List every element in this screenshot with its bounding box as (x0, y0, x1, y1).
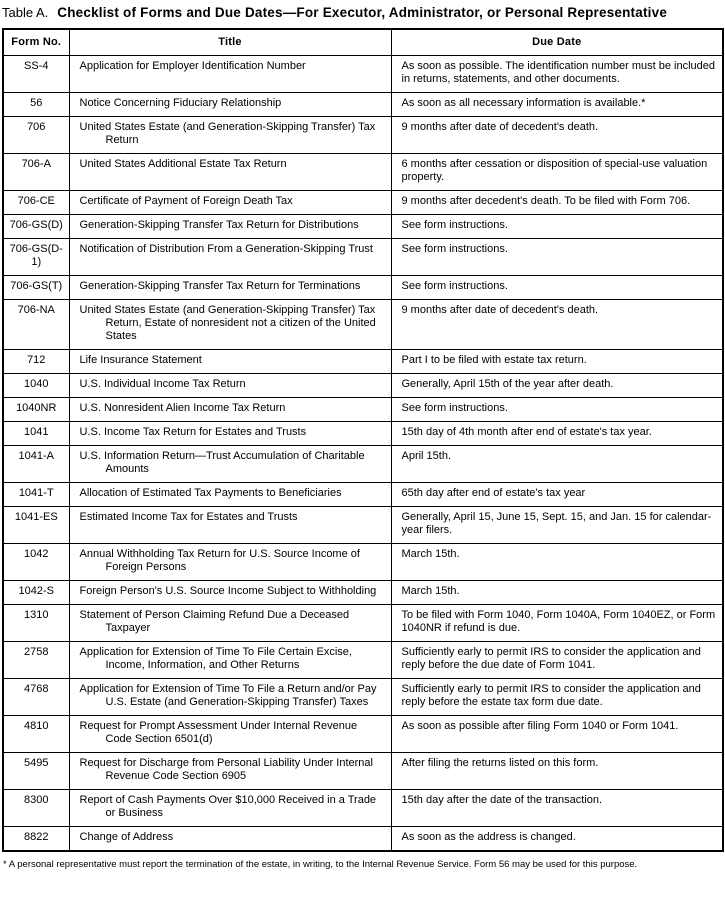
table-row (3, 374, 723, 398)
title-cell: Change of Address (69, 827, 391, 852)
due-date-cell: March 15th. (391, 581, 723, 605)
form-no-cell: 2758 (3, 642, 69, 679)
due-date-cell: 9 months after decedent's death. To be filed with Form 706. (391, 191, 723, 215)
table-row (3, 483, 723, 507)
due-date-cell: 9 months after date of decedent's death. (391, 117, 723, 154)
footnote: * A personal representative must report the termination of the estate, in writing, to the Internal Revenue Service. Form 56 may be used for this purpose. (3, 859, 638, 870)
form-no-cell: 4768 (3, 679, 69, 716)
title-cell: United States Estate (and Generation-Skipping Transfer) Tax Return, Estate of nonresident not a citizen of the United States (69, 300, 391, 350)
table-row (3, 276, 723, 300)
table-row (3, 117, 723, 154)
form-no-cell: 8300 (3, 790, 69, 827)
form-no-cell: 1041-ES (3, 507, 69, 544)
table-row (3, 56, 723, 93)
form-no-cell: 706 (3, 117, 69, 154)
due-date-cell: See form instructions. (391, 239, 723, 276)
title-cell: U.S. Income Tax Return for Estates and Trusts (69, 422, 391, 446)
title-cell: Notice Concerning Fiduciary Relationship (69, 93, 391, 117)
due-date-cell: As soon as all necessary information is available.* (391, 93, 723, 117)
table-row (3, 544, 723, 581)
title-cell: U.S. Individual Income Tax Return (69, 374, 391, 398)
table-title-prefix: Table A. (2, 5, 49, 20)
table-row (3, 422, 723, 446)
form-no-cell: 706-GS(T) (3, 276, 69, 300)
due-date-cell: 65th day after end of estate's tax year (391, 483, 723, 507)
form-no-cell: 56 (3, 93, 69, 117)
title-cell: Notification of Distribution From a Generation-Skipping Trust (69, 239, 391, 276)
table-row (3, 398, 723, 422)
due-date-cell: April 15th. (391, 446, 723, 483)
due-date-cell: Part I to be filed with estate tax return. (391, 350, 723, 374)
due-date-cell: To be filed with Form 1040, Form 1040A, Form 1040EZ, or Form 1040NR if refund is due. (391, 605, 723, 642)
table-row (3, 605, 723, 642)
table-row (3, 581, 723, 605)
table-row (3, 642, 723, 679)
due-date-cell: 15th day after the date of the transaction. (391, 790, 723, 827)
form-no-cell: 1041 (3, 422, 69, 446)
form-no-cell: 706-CE (3, 191, 69, 215)
due-date-cell: After filing the returns listed on this form. (391, 753, 723, 790)
due-date-cell: See form instructions. (391, 398, 723, 422)
form-no-cell: 1042-S (3, 581, 69, 605)
title-cell: Allocation of Estimated Tax Payments to Beneficiaries (69, 483, 391, 507)
form-no-cell: 1310 (3, 605, 69, 642)
table-row (3, 790, 723, 827)
due-date-cell: See form instructions. (391, 215, 723, 239)
title-cell: U.S. Nonresident Alien Income Tax Return (69, 398, 391, 422)
due-date-cell: As soon as the address is changed. (391, 827, 723, 852)
due-date-cell: March 15th. (391, 544, 723, 581)
title-cell: Foreign Person's U.S. Source Income Subject to Withholding (69, 581, 391, 605)
form-no-cell: 712 (3, 350, 69, 374)
form-no-cell: 1041-A (3, 446, 69, 483)
due-date-cell: 6 months after cessation or disposition of special-use valuation property. (391, 154, 723, 191)
header-row (3, 29, 723, 56)
title-cell: United States Estate (and Generation-Skipping Transfer) Tax Return (69, 117, 391, 154)
table-row (3, 350, 723, 374)
form-no-cell: 1042 (3, 544, 69, 581)
title-cell: United States Additional Estate Tax Return (69, 154, 391, 191)
form-no-cell: 706-GS(D-1) (3, 239, 69, 276)
table-row (3, 93, 723, 117)
table-row (3, 300, 723, 350)
due-date-cell: Generally, April 15, June 15, Sept. 15, and Jan. 15 for calendar-year filers. (391, 507, 723, 544)
title-cell: Application for Employer Identification Number (69, 56, 391, 93)
forms-checklist-table (2, 28, 724, 852)
title-cell: Estimated Income Tax for Estates and Trusts (69, 507, 391, 544)
due-date-cell: As soon as possible after filing Form 1040 or Form 1041. (391, 716, 723, 753)
due-date-cell: 9 months after date of decedent's death. (391, 300, 723, 350)
title-cell: Application for Extension of Time To File a Return and/or Pay U.S. Estate (and Generation-Skipping Transfer) Taxes (69, 679, 391, 716)
table-row (3, 679, 723, 716)
table-row (3, 191, 723, 215)
col-header-title: Title (69, 29, 391, 56)
due-date-cell: See form instructions. (391, 276, 723, 300)
table-row (3, 507, 723, 544)
form-no-cell: 706-NA (3, 300, 69, 350)
table-title (2, 5, 723, 21)
table-row (3, 827, 723, 852)
form-no-cell: 1041-T (3, 483, 69, 507)
form-no-cell: 4810 (3, 716, 69, 753)
form-no-cell: SS-4 (3, 56, 69, 93)
table-row (3, 716, 723, 753)
form-no-cell: 1040 (3, 374, 69, 398)
title-cell: Generation-Skipping Transfer Tax Return for Distributions (69, 215, 391, 239)
col-header-due-date: Due Date (391, 29, 723, 56)
title-cell: Request for Discharge from Personal Liability Under Internal Revenue Code Section 6905 (69, 753, 391, 790)
col-header-form-no: Form No. (3, 29, 69, 56)
form-no-cell: 706-GS(D) (3, 215, 69, 239)
due-date-cell: As soon as possible. The identification number must be included in returns, statements, and other documents. (391, 56, 723, 93)
due-date-cell: Sufficiently early to permit IRS to consider the application and reply before the due date of Form 1041. (391, 642, 723, 679)
title-cell: Annual Withholding Tax Return for U.S. Source Income of Foreign Persons (69, 544, 391, 581)
title-cell: U.S. Information Return—Trust Accumulation of Charitable Amounts (69, 446, 391, 483)
title-cell: Report of Cash Payments Over $10,000 Received in a Trade or Business (69, 790, 391, 827)
due-date-cell: Generally, April 15th of the year after death. (391, 374, 723, 398)
table-row (3, 154, 723, 191)
title-cell: Certificate of Payment of Foreign Death Tax (69, 191, 391, 215)
table-row (3, 239, 723, 276)
due-date-cell: Sufficiently early to permit IRS to consider the application and reply before the estate tax form due date. (391, 679, 723, 716)
form-no-cell: 1040NR (3, 398, 69, 422)
title-cell: Statement of Person Claiming Refund Due a Deceased Taxpayer (69, 605, 391, 642)
table-row (3, 446, 723, 483)
form-no-cell: 8822 (3, 827, 69, 852)
title-cell: Life Insurance Statement (69, 350, 391, 374)
title-cell: Generation-Skipping Transfer Tax Return for Terminations (69, 276, 391, 300)
title-cell: Request for Prompt Assessment Under Internal Revenue Code Section 6501(d) (69, 716, 391, 753)
due-date-cell: 15th day of 4th month after end of estate's tax year. (391, 422, 723, 446)
title-cell: Application for Extension of Time To File Certain Excise, Income, Information, and Other Returns (69, 642, 391, 679)
table-row (3, 753, 723, 790)
table-row (3, 215, 723, 239)
table-title-text: Checklist of Forms and Due Dates—For Executor, Administrator, or Personal Representative (57, 5, 668, 20)
form-no-cell: 706-A (3, 154, 69, 191)
form-no-cell: 5495 (3, 753, 69, 790)
